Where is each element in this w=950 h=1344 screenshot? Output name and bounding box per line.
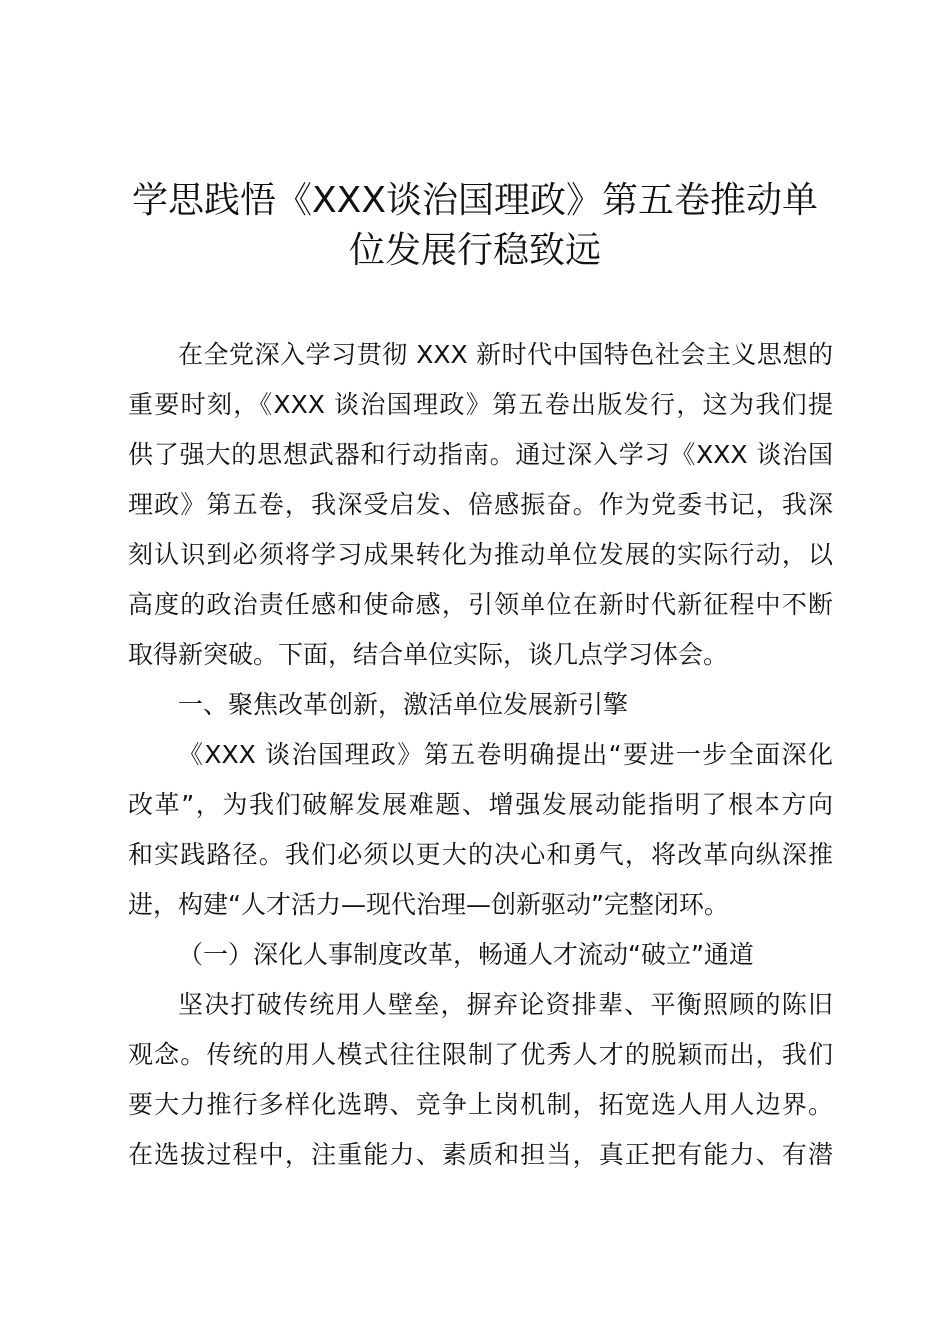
paragraph-line: 理政》第五卷，我深受启发、倍感振奋。作为党委书记，我深: [128, 490, 833, 519]
paragraph-line: 要大力推行多样化选聘、竞争上岗机制，拓宽选人用人边界。: [128, 1090, 833, 1119]
paragraph-line: 刻认识到必须将学习成果转化为推动单位发展的实际行动，以: [128, 540, 833, 569]
paragraph-line: 高度的政治责任感和使命感，引领单位在新时代新征程中不断: [128, 590, 833, 619]
paragraph-line: 观念。传统的用人模式往往限制了优秀人才的脱颖而出，我们: [128, 1040, 833, 1069]
paragraph-line: 供了强大的思想武器和行动指南。通过深入学习《XXX 谈治国: [128, 440, 833, 469]
paragraph-line: 在全党深入学习贯彻 XXX 新时代中国特色社会主义思想的: [178, 340, 833, 369]
document-title: [120, 176, 830, 276]
paragraph-line: 进，构建“人才活力—现代治理—创新驱动”完整闭环。: [128, 890, 729, 919]
title-line-2: 位发展行稳致远: [348, 230, 601, 271]
document-body: [128, 330, 833, 1180]
paragraph-line: 取得新突破。下面，结合单位实际，谈几点学习体会。: [128, 640, 729, 669]
section-heading: 一、聚焦改革创新，激活单位发展新引擎: [178, 690, 629, 719]
subsection-heading: （一）深化人事制度改革，畅通人才流动“破立”通道: [178, 940, 754, 969]
paragraph-line: 重要时刻，《XXX 谈治国理政》第五卷出版发行，这为我们提: [128, 390, 833, 419]
paragraph-line: 改革”，为我们破解发展难题、增强发展动能指明了根本方向: [128, 790, 833, 819]
paragraph-line: 和实践路径。我们必须以更大的决心和勇气，将改革向纵深推: [128, 840, 833, 869]
paragraph-line: 在选拔过程中，注重能力、素质和担当，真正把有能力、有潜: [128, 1140, 833, 1169]
paragraph-line: 坚决打破传统用人壁垒，摒弃论资排辈、平衡照顾的陈旧: [178, 990, 833, 1019]
paragraph-line: 《XXX 谈治国理政》第五卷明确提出“要进一步全面深化: [178, 740, 833, 769]
title-line-1: 学思践悟《XXX谈治国理政》第五卷推动单: [132, 180, 818, 221]
